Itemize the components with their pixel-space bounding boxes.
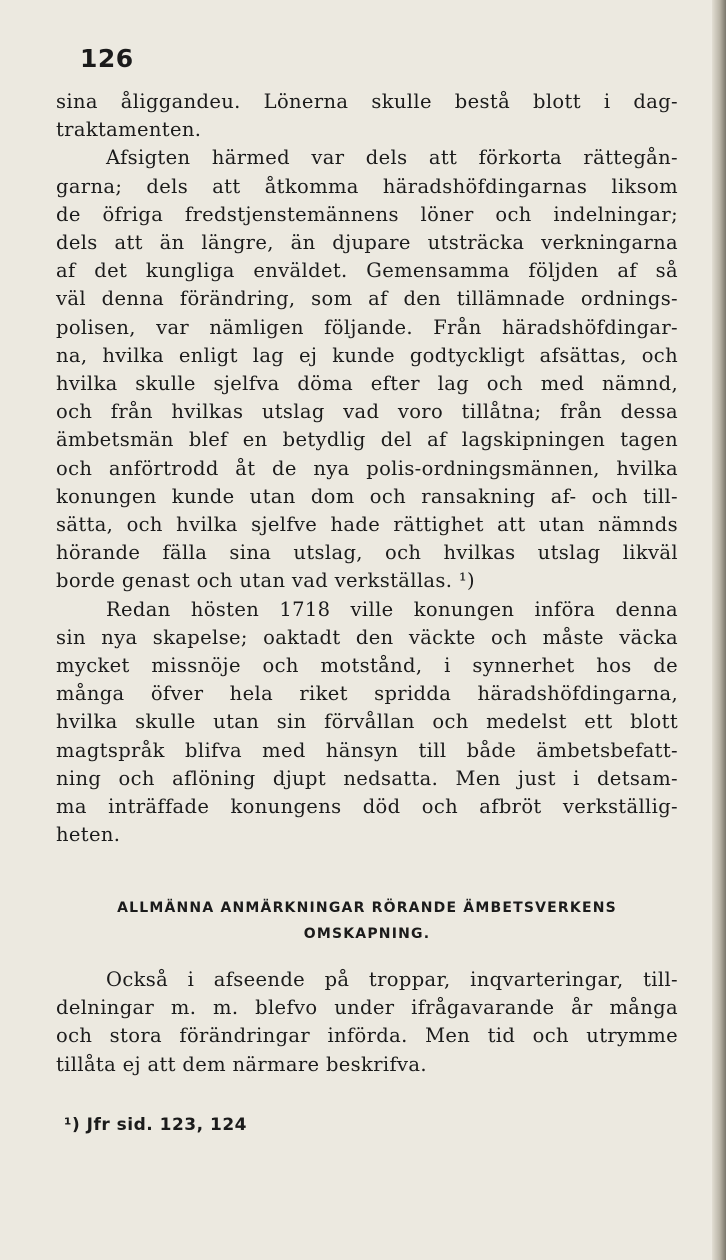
section-heading-line: ALLMÄNNA ANMÄRKNINGAR RÖRANDE ÄMBETSVERKENS xyxy=(117,900,617,916)
footnote: ¹) Jfr sid. 123, 124 xyxy=(64,1115,247,1135)
text-line: delningar m. m. blefvo under ifrågavarande år många xyxy=(56,996,678,1020)
text-line: Också i afseende på troppar, inqvarteringar, till- xyxy=(106,968,678,991)
text-line: sin nya skapelse; oaktadt den väckte och måste väcka xyxy=(56,625,678,649)
text-line: och anförtrodd åt de nya polis-ordningsmännen, hvilka xyxy=(56,456,678,480)
text-line: de öfriga fredstjenstemännens löner och indelningar; xyxy=(56,202,678,226)
paragraph-1 xyxy=(56,88,678,596)
text-line: sina åliggandeu. Lönerna skulle bestå blott i dag- xyxy=(56,90,678,113)
paragraph-2 xyxy=(56,596,678,850)
text-line: af det kungliga enväldet. Gemensamma följden af så xyxy=(56,259,678,283)
text-line: ma inträffade konungens död och afbröt verkställig- xyxy=(56,795,678,819)
text-line: garna; dels att åtkomma häradshöfdingarnas liksom xyxy=(56,174,678,198)
text-line: tillåta ej att dem närmare beskrifva. xyxy=(56,1052,427,1076)
text-line: polisen, var nämligen följande. Från häradshöfdingar- xyxy=(56,315,678,339)
text-line: konungen kunde utan dom och ransakning af- och till- xyxy=(56,484,678,508)
text-line: na, hvilka enligt lag ej kunde godtyckligt afsättas, och xyxy=(56,343,678,367)
text-line: heten. xyxy=(56,823,121,847)
text-line: hvilka skulle utan sin förvållan och medelst ett blott xyxy=(56,710,678,734)
text-line: borde genast och utan vad verkställas. ¹) xyxy=(56,569,475,593)
section-heading-line: OMSKAPNING. xyxy=(303,926,431,942)
text-line: sätta, och hvilka sjelfve hade rättighet att utan nämnds xyxy=(56,513,678,537)
text-line: magtspråk blifva med hänsyn till både ämbetsbefatt- xyxy=(56,738,678,762)
text-line: Afsigten härmed var dels att förkorta rättegån- xyxy=(106,146,678,170)
text-line: hvilka skulle sjelfva döma efter lag och med nämnd, xyxy=(56,372,678,396)
text-line: Redan hösten 1718 ville konungen införa denna xyxy=(106,597,678,621)
page-spine-shadow xyxy=(712,0,726,1260)
main-text xyxy=(56,88,678,849)
paragraph-3 xyxy=(56,966,678,1079)
text-line: och från hvilkas utslag vad voro tillåtna; från dessa xyxy=(56,400,678,424)
section-heading xyxy=(56,895,678,947)
text-line: och stora förändringar införda. Men tid och utrymme xyxy=(56,1024,678,1048)
text-line: väl denna förändring, som af den tillämnade ordnings- xyxy=(56,287,678,311)
text-line: dels att än längre, än djupare utsträcka verkningarna xyxy=(56,231,678,255)
text-line: traktamenten. xyxy=(56,118,202,142)
page-number: 126 xyxy=(80,44,134,73)
text-line: många öfver hela riket spridda häradshöfdingarna, xyxy=(56,682,678,706)
text-line: mycket missnöje och motstånd, i synnerhet hos de xyxy=(56,654,678,678)
text-line: ämbetsmän blef en betydlig del af lagskipningen tagen xyxy=(56,428,678,452)
closing-text xyxy=(56,966,678,1079)
text-line: hörande fälla sina utslag, och hvilkas utslag likväl xyxy=(56,541,678,565)
text-line: ning och aflöning djupt nedsatta. Men just i detsam- xyxy=(56,766,678,790)
